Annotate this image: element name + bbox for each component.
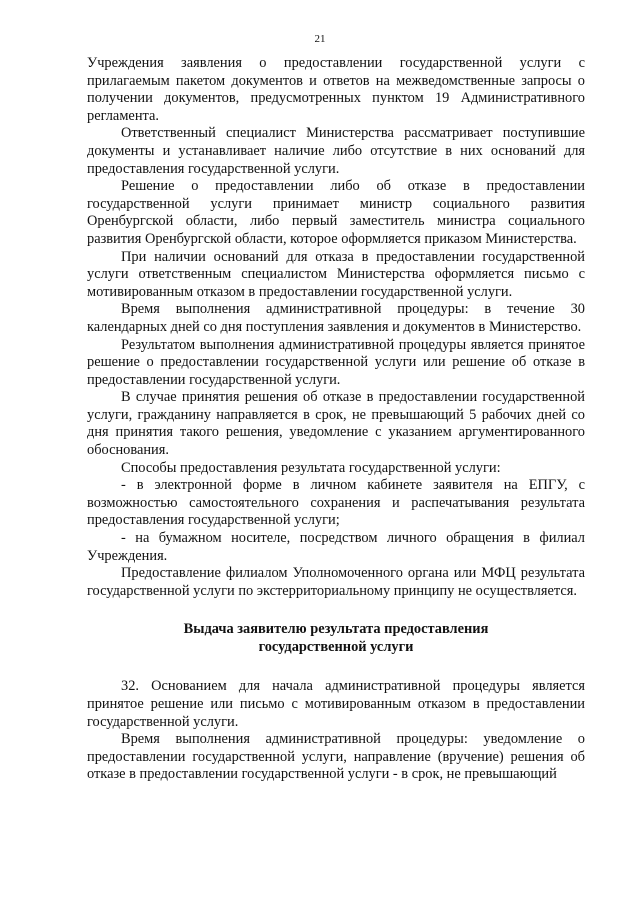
paragraph: Время выполнения административной процедуры: уведомление о предоставлении государственной услуги, направление (вручение) решения об отказе в предоставлении государственной услуги - в срок, не превышающий <box>87 731 585 783</box>
paragraph: Результатом выполнения административной процедуры является принятое решение о предоставлении государственной услуги или решение об отказе в предоставлении государственной услуги. <box>87 336 585 388</box>
paragraph: Учреждения заявления о предоставлении государственной услуги с прилагаемым пакетом документов и ответов на межведомственные запросы о получении документов, предусмотренных пунктом 19 Административного регламента. <box>87 55 585 124</box>
paragraph: - на бумажном носителе, посредством личного обращения в филиал Учреждения. <box>87 530 585 564</box>
section-top <box>87 55 585 600</box>
paragraph: 32. Основанием для начала административной процедуры является принятое решение или письмо с мотивированным отказом в предоставлении государственной услуги. <box>87 678 585 730</box>
paragraph: Способы предоставления результата государственной услуги: <box>121 459 501 476</box>
document-body <box>87 55 585 784</box>
section-bottom <box>87 678 585 784</box>
paragraph: - в электронной форме в личном кабинете заявителя на ЕПГУ, с возможностью самостоятельного сохранения и распечатывания результата предоставления государственной услуги; <box>87 477 585 529</box>
paragraph: Время выполнения административной процедуры: в течение 30 календарных дней со дня поступления заявления и документов в Министерство. <box>87 301 585 335</box>
paragraph: Решение о предоставлении либо об отказе в предоставлении государственной услуги принимает министр социального развития Оренбургской области, либо первый заместитель министра социального развития Оренбургской области, которое оформляется приказом Министерства. <box>87 178 585 247</box>
paragraph: При наличии оснований для отказа в предоставлении государственной услуги ответственным специалистом Министерства оформляется письмо с мотивированным отказом в предоставлении государственной услуги. <box>87 248 585 300</box>
section-heading-line-2: государственной услуги <box>258 639 414 656</box>
paragraph: В случае принятия решения об отказе в предоставлении государственной услуги, гражданину направляется в срок, не превышающий 5 рабочих дней со дня принятия такого решения, уведомление с указанием аргументированного обоснования. <box>87 389 585 459</box>
section-heading-line-1: Выдача заявителю результата предоставления <box>183 621 489 638</box>
paragraph: Предоставление филиалом Уполномоченного органа или МФЦ результата государственной услуги по экстерриториальному принципу не осуществляется. <box>87 565 585 599</box>
page-number: 21 <box>314 33 326 45</box>
paragraph: Ответственный специалист Министерства рассматривает поступившие документы и устанавливает наличие либо отсутствие в них оснований для предоставления государственной услуги. <box>87 125 585 177</box>
section-heading <box>87 620 585 656</box>
